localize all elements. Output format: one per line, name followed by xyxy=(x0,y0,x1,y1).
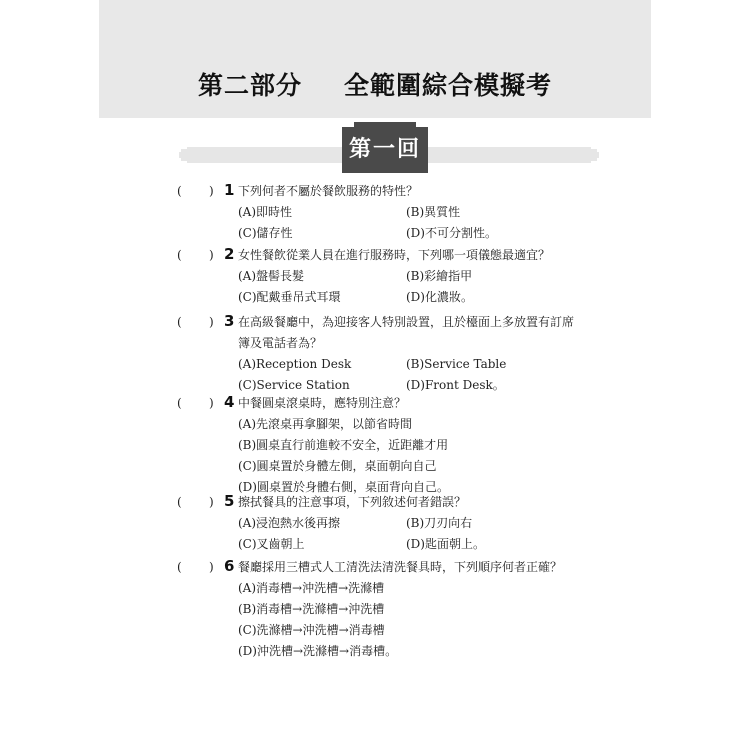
answer-paren-right: ) xyxy=(209,396,214,410)
question-text xyxy=(238,312,598,354)
option-b: (B)彩繪指甲 xyxy=(406,269,473,283)
option-b: (B)Service Table xyxy=(406,357,507,371)
answer-paren-left: ( xyxy=(177,495,182,509)
question-text: 中餐圓桌滾桌時，應特別注意？ xyxy=(238,396,407,410)
option-b: (B)刀刃向右 xyxy=(406,516,473,530)
answer-paren-left: ( xyxy=(177,315,182,329)
option-c: (C)叉齒朝上 xyxy=(238,537,305,551)
option-d: (D)圓桌置於身體右側，桌面背向自己。 xyxy=(238,480,449,494)
option-a: (A)消毒槽→沖洗槽→洗滌槽 xyxy=(238,581,385,595)
option-d: (D)匙面朝上。 xyxy=(406,537,485,551)
question-number: 6 xyxy=(224,557,235,575)
option-b: (B)異質性 xyxy=(406,205,461,219)
option-d: (D)Front Desk。 xyxy=(406,378,505,392)
option-d: (D)化濃妝。 xyxy=(406,290,473,304)
question-number: 1 xyxy=(224,181,235,199)
question-text: 擦拭餐具的注意事項，下列敘述何者錯誤？ xyxy=(238,495,467,509)
answer-paren-left: ( xyxy=(177,248,182,262)
answer-paren-right: ) xyxy=(209,248,214,262)
question-text-line-1: 在高級餐廳中，為迎接客人特別設置，且於檯面上多放置有訂席 xyxy=(238,315,575,329)
option-d: (D)沖洗槽→洗滌槽→消毒槽。 xyxy=(238,644,398,658)
option-a: (A)盤髻長髮 xyxy=(238,269,305,283)
answer-paren-left: ( xyxy=(177,184,182,198)
answer-paren-right: ) xyxy=(209,184,214,198)
option-a: (A)Reception Desk xyxy=(238,357,352,371)
answer-paren-right: ) xyxy=(209,495,214,509)
option-a: (A)先滾桌再拿腳架，以節省時間 xyxy=(238,417,413,431)
answer-paren-left: ( xyxy=(177,396,182,410)
question-text: 餐廳採用三槽式人工清洗法清洗餐具時，下列順序何者正確？ xyxy=(238,560,563,574)
round-badge: 第一回 xyxy=(342,127,428,173)
part-heading: 全範圍綜合模擬考 xyxy=(344,71,553,100)
question-number: 5 xyxy=(224,492,235,510)
option-b: (B)消毒槽→洗滌槽→沖洗槽 xyxy=(238,602,385,616)
exam-page xyxy=(99,0,651,750)
option-c: (C)配戴垂吊式耳環 xyxy=(238,290,341,304)
option-c: (C)洗滌槽→沖洗槽→消毒槽 xyxy=(238,623,385,637)
option-d: (D)不可分割性。 xyxy=(406,226,497,240)
part-title xyxy=(99,66,651,102)
option-c: (C)圓桌置於身體左側，桌面朝向自己 xyxy=(238,459,437,473)
option-c: (C)Service Station xyxy=(238,378,350,392)
question-number: 2 xyxy=(224,245,235,263)
answer-paren-left: ( xyxy=(177,560,182,574)
question-text-line-2: 簿及電話者為？ xyxy=(238,336,323,350)
option-c: (C)儲存性 xyxy=(238,226,293,240)
answer-paren-right: ) xyxy=(209,560,214,574)
option-a: (A)浸泡熱水後再擦 xyxy=(238,516,341,530)
question-number: 3 xyxy=(224,312,235,330)
question-text: 下列何者不屬於餐飲服務的特性？ xyxy=(238,184,419,198)
question-text: 女性餐飲從業人員在進行服務時，下列哪一項儀態最適宜？ xyxy=(238,248,551,262)
question-number: 4 xyxy=(224,393,235,411)
answer-paren-right: ) xyxy=(209,315,214,329)
option-a: (A)即時性 xyxy=(238,205,293,219)
option-b: (B)圓桌直行前進較不安全，近距離才用 xyxy=(238,438,449,452)
part-label: 第二部分 xyxy=(197,71,302,100)
